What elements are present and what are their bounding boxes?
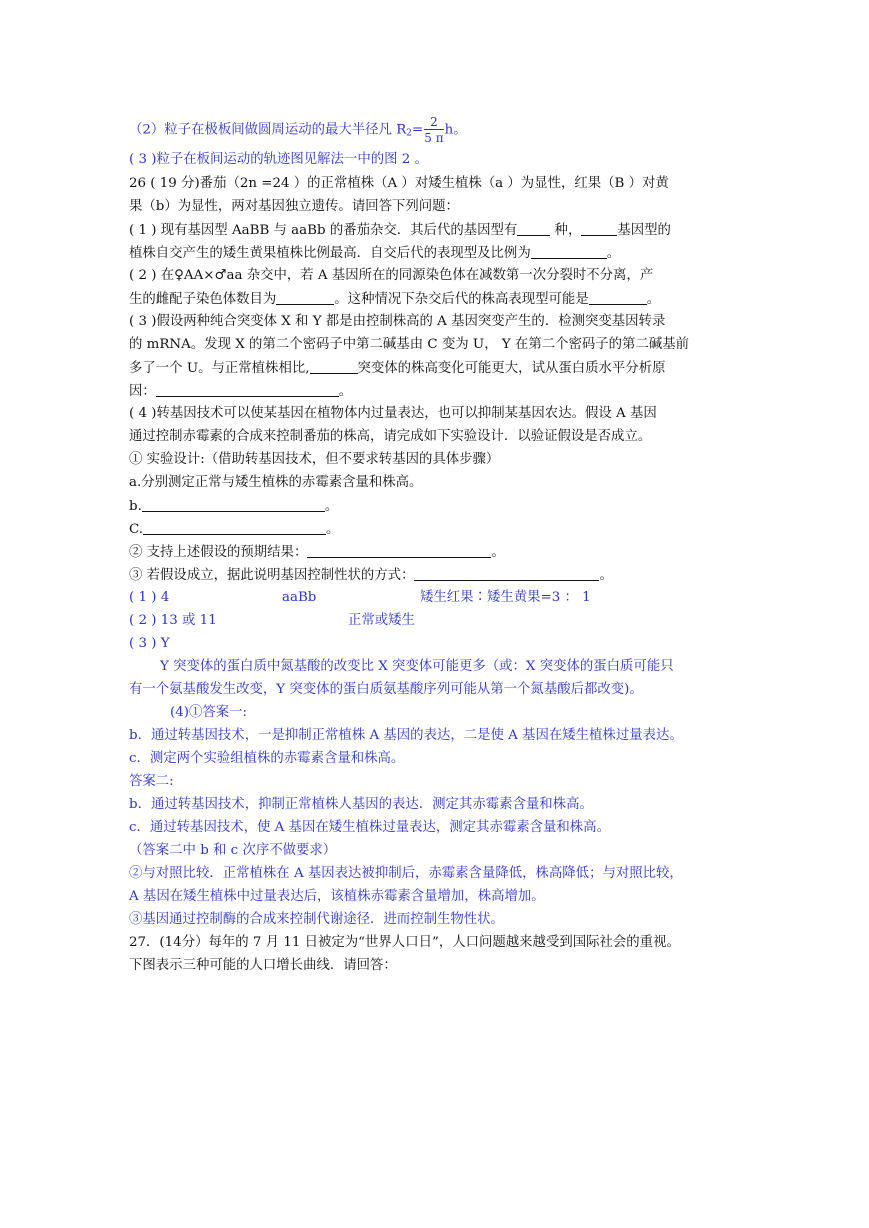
answer-option1-b: b．通过转基因技术，一是抑制正常植株 A 基因的表达，二是使 A 基因在矮生植株过量表达。 (129, 728, 683, 743)
text: 生的雌配子染色体数目为 (129, 292, 277, 307)
answer-part2-phenotype: 正常或矮生 (348, 613, 415, 628)
question-26-part1 (129, 223, 671, 237)
answer-part3-reason-cont: 有一个氨基酸发生改变，Y 突变体的蛋白质氨基酸序列可能从第一个氮基酸后都改变)。 (129, 682, 643, 697)
question-26-part4: ( 4 )转基因技术可以使某基因在植物体内过量表达，也可以抑制某基因农达。假设 A 基因 (129, 406, 657, 421)
text: 。 (646, 292, 661, 307)
equals: = (412, 122, 424, 138)
answer-line-trajectory: ( 3 )粒子在板间运动的轨迹图见解法一中的图 2 。 (129, 152, 428, 167)
text: 植株自交产生的矮生黄果植株比例最高．自交后代的表现型及比例为 (129, 246, 531, 261)
question-26-part3-cont3 (129, 384, 352, 398)
subscript: 2 (406, 128, 413, 139)
fraction-denominator: 5 π (424, 131, 444, 145)
gene-control-method (129, 568, 613, 582)
answer-blank (581, 223, 617, 236)
text: （2）粒子在极板间做圆周运动的最大半径凡 R (129, 122, 407, 138)
answer-blank (307, 545, 491, 558)
answer-option2-heading: 答案二: (129, 774, 174, 789)
answer-option2-b: b．通过转基因技术，抑制正常植株人基因的表达．测定其赤霉素含量和株高。 (129, 797, 593, 812)
fraction-numerator: 2 (424, 116, 443, 130)
question-27-intro: 27．(14分）每年的 7 月 11 日被定为“世界人口日”，人口问题越来越受到国际社会的重视。 (129, 935, 680, 950)
experiment-step-c (129, 522, 339, 536)
answer-expected-result-cont: A 基因在矮生植株中过量表达后，该植株赤霉素含量增加，株高增加。 (129, 889, 545, 904)
answer-part4-option1: (4)①答案一: (170, 705, 248, 720)
answer-part3-reason: Y 突变体的蛋白质中氮基酸的改变比 X 突变体可能更多（或：X 突变体的蛋白质可能只 (160, 659, 674, 674)
question-26-part3-cont2 (129, 361, 665, 375)
question-26-part2: ( 2 ) 在♀AA×♂aa 杂交中，若 A 基因所在的同源染色体在减数第一次分裂时不分离，产 (129, 268, 654, 283)
question-26-intro: 26 ( 19 分)番茄（2n =24 ）的正常植株（A ）对矮生植株（a ）为显性，红果（B ）对黄 (129, 176, 669, 191)
text: 基因型的 (617, 223, 671, 238)
text: 因： (129, 384, 156, 399)
text: ( 1 ) 现有基因型 AaBB 与 aaBb 的番茄杂交．其后代的基因型有 (129, 223, 518, 238)
answer-option2-note: （答案二中 b 和 c 次序不做要求） (129, 843, 337, 858)
text: ( 1 ) 4 (129, 590, 170, 605)
answer-blank (589, 292, 647, 305)
text: 。 (326, 522, 340, 537)
answer-blank (310, 361, 358, 374)
text: C. (129, 522, 144, 537)
answer-blank (531, 246, 607, 259)
experiment-design-heading: ① 实验设计:（借助转基因技术，但不要求转基因的具体步骤） (129, 452, 500, 467)
question-26-part1-cont (129, 246, 620, 260)
answer-blank (143, 522, 326, 535)
text: ② 支持上述假设的预期结果： (129, 545, 308, 560)
text: 种， (550, 223, 582, 238)
answer-blank (517, 223, 550, 236)
text: h。 (444, 122, 467, 138)
text: b. (129, 499, 142, 514)
text: 。 (491, 545, 505, 560)
text: 。 (338, 384, 353, 399)
answer-part3: ( 3 ) Y (129, 636, 170, 651)
text: 多了一个 U。与正常植株相比, (129, 361, 310, 376)
text: ③ 若假设成立，据此说明基因控制性状的方式： (129, 568, 415, 583)
answer-gene-control: ③基因通过控制酶的合成来控制代谢途径．进而控制生物性状。 (129, 912, 504, 927)
question-26-part4-cont: 通过控制赤霉素的合成来控制番茄的株高，请完成如下实验设计．以验证假设是否成立。 (129, 429, 652, 444)
question-26-intro-cont: 果（b）为显性，两对基因独立遗传。请回答下列问题： (129, 199, 459, 214)
answer-blank (414, 568, 599, 581)
fraction (424, 116, 443, 144)
question-27-intro-cont: 下图表示三种可能的人口增长曲线．请回答： (129, 958, 397, 973)
question-26-part3: ( 3 )假设两种纯合突变体 X 和 Y 都是由控制株高的 A 基因突变产生的．检测突变基因转录 (129, 314, 666, 329)
answer-blank (156, 384, 339, 397)
answer-option1-c: c．测定两个实验组植株的赤霉素含量和株高。 (129, 751, 405, 766)
question-26-part3-cont: 的 mRNA。发现 X 的第二个密码子中第二碱基由 C 变为 U， Y 在第二个密码子的第二碱基前 (129, 337, 690, 352)
answer-blank (276, 292, 334, 305)
answer-expected-result: ②与对照比较．正常植株在 A 基因表达被抑制后，赤霉素含量降低，株高降低；与对照比较， (129, 866, 683, 881)
text: 。 (324, 499, 339, 514)
expected-result (129, 545, 505, 559)
text: 。 (606, 246, 621, 261)
answer-option2-c: c．通过转基因技术，使 A 基因在矮生植株过量表达，测定其赤霉素含量和株高。 (129, 820, 610, 835)
question-26-part2-cont (129, 292, 660, 306)
experiment-step-b (129, 499, 338, 513)
answer-part1-ratio: 矮生红果∶矮生黄果=3 ： 1 (420, 590, 591, 605)
text: 。 (599, 568, 613, 583)
answer-part1 (129, 591, 169, 604)
experiment-step-a: a.分别测定正常与矮生植株的赤霉素含量和株高。 (129, 475, 423, 490)
text: 突变体的株高变化可能更大，试从蛋白质水平分析原 (357, 361, 666, 376)
answer-blank (142, 499, 325, 512)
answer-part1-genotype: aaBb (282, 590, 317, 605)
answer-part2: ( 2 ) 13 或 11 (129, 613, 217, 628)
text: 。这种情况下杂交后代的株高表现型可能是 (334, 292, 589, 307)
answer-line-radius (129, 116, 467, 144)
